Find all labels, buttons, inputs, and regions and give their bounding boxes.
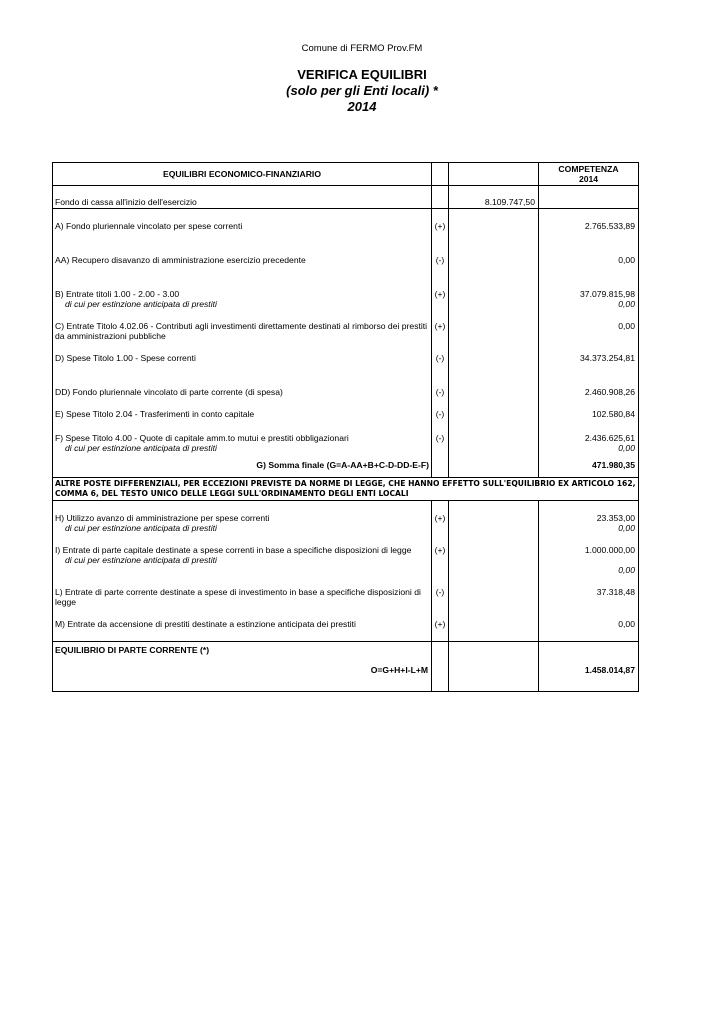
row-subvalue: 0,00 [618, 565, 635, 575]
equilibrio-title: EQUILIBRIO DI PARTE CORRENTE (*) [53, 642, 432, 666]
row-sign: (+) [432, 501, 449, 534]
row-sublabel: di cui per estinzione anticipata di prestiti [65, 523, 217, 533]
table-row [53, 209, 639, 244]
row-label: I) Entrate di parte capitale destinate a spese correnti in base a specifiche disposizioni di legge di cui per estinzione anticipata di prestiti [53, 533, 432, 575]
table-row [53, 501, 639, 534]
table-row [53, 277, 639, 309]
equilibri-table [52, 162, 639, 692]
equilibrio-total-row [53, 665, 639, 692]
row-sign: (+) [432, 607, 449, 642]
row-label: DD) Fondo pluriennale vincolato di parte corrente (di spesa) [53, 375, 432, 399]
row-sign: (-) [432, 399, 449, 421]
table-row [53, 341, 639, 375]
document-year: 2014 [347, 99, 377, 114]
fondo-cassa-label: Fondo di cassa all'inizio dell'esercizio [53, 186, 432, 209]
row-sign: (-) [432, 341, 449, 375]
row-subvalue: 0,00 [618, 443, 635, 453]
document-subtitle: (solo per gli Enti locali) * [286, 83, 438, 98]
row-value: 0,00 [539, 607, 639, 642]
table-row [53, 399, 639, 421]
equilibrio-title-row [53, 642, 639, 666]
altre-poste-heading: ALTRE POSTE DIFFERENZIALI, PER ECCEZIONI PREVISTE DA NORME DI LEGGE, CHE HANNO EFFETTO SULL'EQUILIBRIO EX ARTICOLO 162, COMMA 6, DEL TESTO UNICO DELLE LEGGI SULL'ORDINAMENTO DEGLI ENTI LOCALI [53, 478, 639, 501]
row-value: 2.436.625,61 0,00 [539, 421, 639, 453]
row-value: 102.580,84 [539, 399, 639, 421]
row-sign: (+) [432, 309, 449, 341]
column-header-competenza [539, 163, 639, 186]
fondo-cassa-value: 8.109.747,50 [449, 186, 539, 209]
equilibrio-value: 1.458.014,87 [539, 665, 639, 692]
altre-poste-row [53, 478, 639, 501]
table-row [53, 607, 639, 642]
comune-header: Comune di FERMO Prov.FM [301, 43, 423, 54]
row-label: F) Spese Titolo 4.00 - Quote di capitale amm.to mutui e prestiti obbligazionari di cui per estinzione anticipata di prestiti [53, 421, 432, 453]
somma-row [53, 453, 639, 478]
equilibrio-formula: O=G+H+I-L+M [53, 665, 432, 692]
row-label: L) Entrate di parte corrente destinate a spese di investimento in base a specifiche disposizioni di legge [53, 575, 432, 607]
somma-value: 471.980,35 [539, 453, 639, 478]
row-value: 1.000.000,00 0,00 [539, 533, 639, 575]
row-label: A) Fondo pluriennale vincolato per spese correnti [53, 209, 432, 244]
row-sublabel: di cui per estinzione anticipata di prestiti [65, 555, 217, 565]
table-row [53, 309, 639, 341]
row-sublabel: di cui per estinzione anticipata di prestiti [65, 443, 217, 453]
row-label: E) Spese Titolo 2.04 - Trasferimenti in conto capitale [53, 399, 432, 421]
table-row [53, 421, 639, 453]
row-label: B) Entrate titoli 1.00 - 2.00 - 3.00 di cui per estinzione anticipata di prestiti [53, 277, 432, 309]
row-value: 23.353,00 0,00 [539, 501, 639, 534]
row-label: M) Entrate da accensione di prestiti destinate a estinzione anticipata dei prestiti [53, 607, 432, 642]
table-row [53, 575, 639, 607]
row-label: C) Entrate Titolo 4.02.06 - Contributi agli investimenti direttamente destinati al rimborso dei prestiti da amministrazioni pubbliche [53, 309, 432, 341]
document-title: VERIFICA EQUILIBRI [297, 67, 427, 82]
row-subvalue: 0,00 [618, 523, 635, 533]
row-value: 37.318,48 [539, 575, 639, 607]
table-row [53, 243, 639, 277]
table-row [53, 533, 639, 575]
row-value: 0,00 [539, 309, 639, 341]
somma-label: G) Somma finale (G=A-AA+B+C-D-DD-E-F) [53, 453, 432, 478]
row-value: 0,00 [539, 243, 639, 277]
row-sublabel: di cui per estinzione anticipata di prestiti [65, 299, 217, 309]
competenza-label: COMPETENZA [558, 164, 619, 174]
row-sign: (+) [432, 209, 449, 244]
row-value: 2.765.533,89 [539, 209, 639, 244]
row-value: 34.373.254,81 [539, 341, 639, 375]
competenza-year: 2014 [578, 174, 599, 184]
row-label: H) Utilizzo avanzo di amministrazione per spese correnti di cui per estinzione anticipata di prestiti [53, 501, 432, 534]
row-value: 2.460.908,26 [539, 375, 639, 399]
row-sign: (-) [432, 421, 449, 453]
table-row [53, 375, 639, 399]
column-header-title: EQUILIBRI ECONOMICO-FINANZIARIO [53, 163, 432, 186]
row-label: D) Spese Titolo 1.00 - Spese correnti [53, 341, 432, 375]
fondo-cassa-row [53, 186, 639, 209]
row-value: 37.079.815,98 0,00 [539, 277, 639, 309]
row-sign: (-) [432, 375, 449, 399]
row-sign: (-) [432, 575, 449, 607]
row-label: AA) Recupero disavanzo di amministrazione esercizio precedente [53, 243, 432, 277]
table-header-row [53, 163, 639, 186]
row-sign: (+) [432, 277, 449, 309]
row-sign: (-) [432, 243, 449, 277]
row-subvalue: 0,00 [618, 299, 635, 309]
row-sign: (+) [432, 533, 449, 575]
